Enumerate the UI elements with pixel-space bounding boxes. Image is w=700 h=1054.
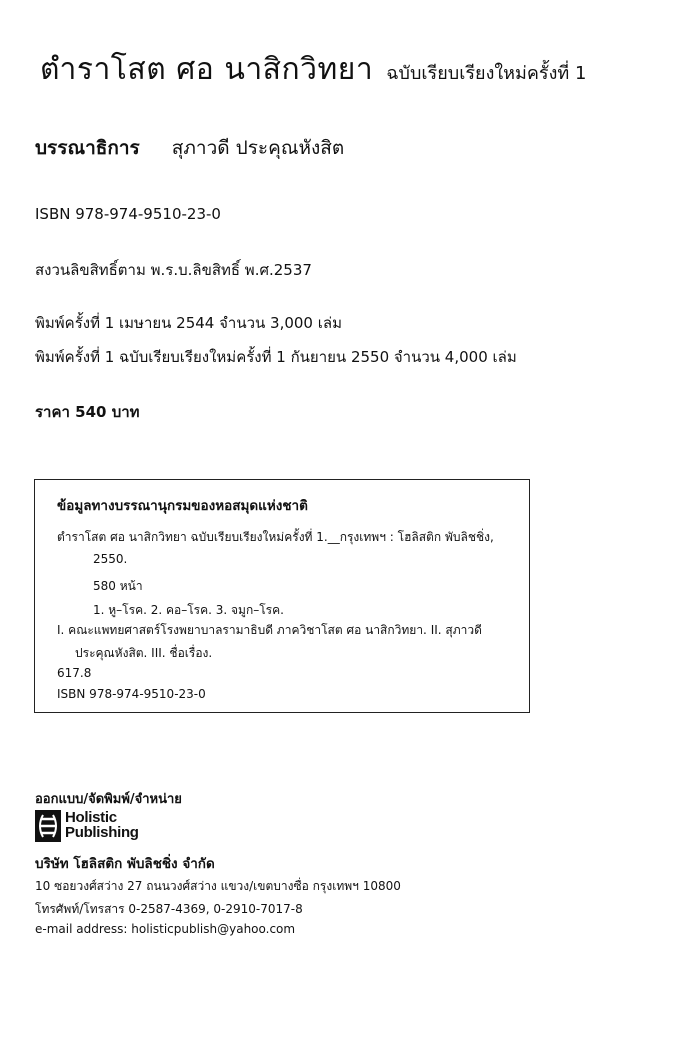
editor-line: [35, 133, 344, 163]
copyright-notice: สงวนลิขสิทธิ์ตาม พ.ร.บ.ลิขสิทธิ์ พ.ศ.2537: [35, 261, 312, 279]
cip-line-authors: I. คณะแพทยศาสตร์โรงพยาบาลรามาธิบดี ภาควิชาโสต ศอ นาสิกวิทยา. II. สุภาวดี: [57, 623, 482, 637]
publisher-company: บริษัท โฮลิสติก พับลิชชิ่ง จำกัด: [35, 856, 215, 872]
publisher-email: e-mail address: holisticpublish@yahoo.com: [35, 922, 296, 936]
publisher-logo-text: [65, 810, 139, 840]
book-title: [40, 46, 586, 93]
publisher-phone: โทรศัพท์/โทรสาร 0-2587-4369, 0-2910-7017-8: [35, 902, 303, 916]
publisher-logo: [35, 810, 175, 846]
editor-label: บรรณาธิการ: [35, 137, 140, 159]
cip-line-authors-cont: ประคุณหังสิต. III. ชื่อเรื่อง.: [75, 646, 213, 660]
isbn-line: ISBN 978-974-9510-23-0: [35, 205, 221, 223]
price-line: ราคา 540 บาท: [35, 403, 140, 421]
printing-line-2: พิมพ์ครั้งที่ 1 ฉบับเรียบเรียงใหม่ครั้งที่ 1 กันยายน 2550 จำนวน 4,000 เล่ม: [35, 348, 517, 366]
logo-line-1: Holistic: [65, 809, 117, 826]
cip-line-pages: 580 หน้า: [93, 579, 143, 593]
publisher-label: ออกแบบ/จัดพิมพ์/จำหน่าย: [35, 792, 182, 807]
cip-line-isbn: ISBN 978-974-9510-23-0: [57, 687, 206, 701]
cip-line-subjects: 1. หู–โรค. 2. คอ–โรค. 3. จมูก–โรค.: [93, 603, 284, 617]
cip-heading: ข้อมูลทางบรรณานุกรมของหอสมุดแห่งชาติ: [57, 498, 308, 514]
cip-line-year: 2550.: [93, 552, 128, 566]
title-edition: ฉบับเรียบเรียงใหม่ครั้งที่ 1: [386, 63, 587, 84]
cataloging-in-publication-box: [34, 479, 530, 713]
logo-emblem-icon: [35, 810, 61, 842]
title-main: ตำราโสต ศอ นาสิกวิทยา: [40, 52, 374, 87]
printing-line-1: พิมพ์ครั้งที่ 1 เมษายน 2544 จำนวน 3,000 เล่ม: [35, 314, 342, 332]
cip-line-title: ตำราโสต ศอ นาสิกวิทยา ฉบับเรียบเรียงใหม่ครั้งที่ 1.__กรุงเทพฯ : โฮลิสติก พับลิชชิ่ง,: [57, 530, 494, 544]
cip-line-classification: 617.8: [57, 666, 92, 680]
editor-name: สุภาวดี ประคุณหังสิต: [171, 137, 345, 159]
publisher-address: 10 ซอยวงศ์สว่าง 27 ถนนวงศ์สว่าง แขวง/เขตบางซื่อ กรุงเทพฯ 10800: [35, 879, 401, 893]
logo-line-2: Publishing: [65, 824, 139, 841]
publisher-logo-icon: [35, 810, 61, 842]
